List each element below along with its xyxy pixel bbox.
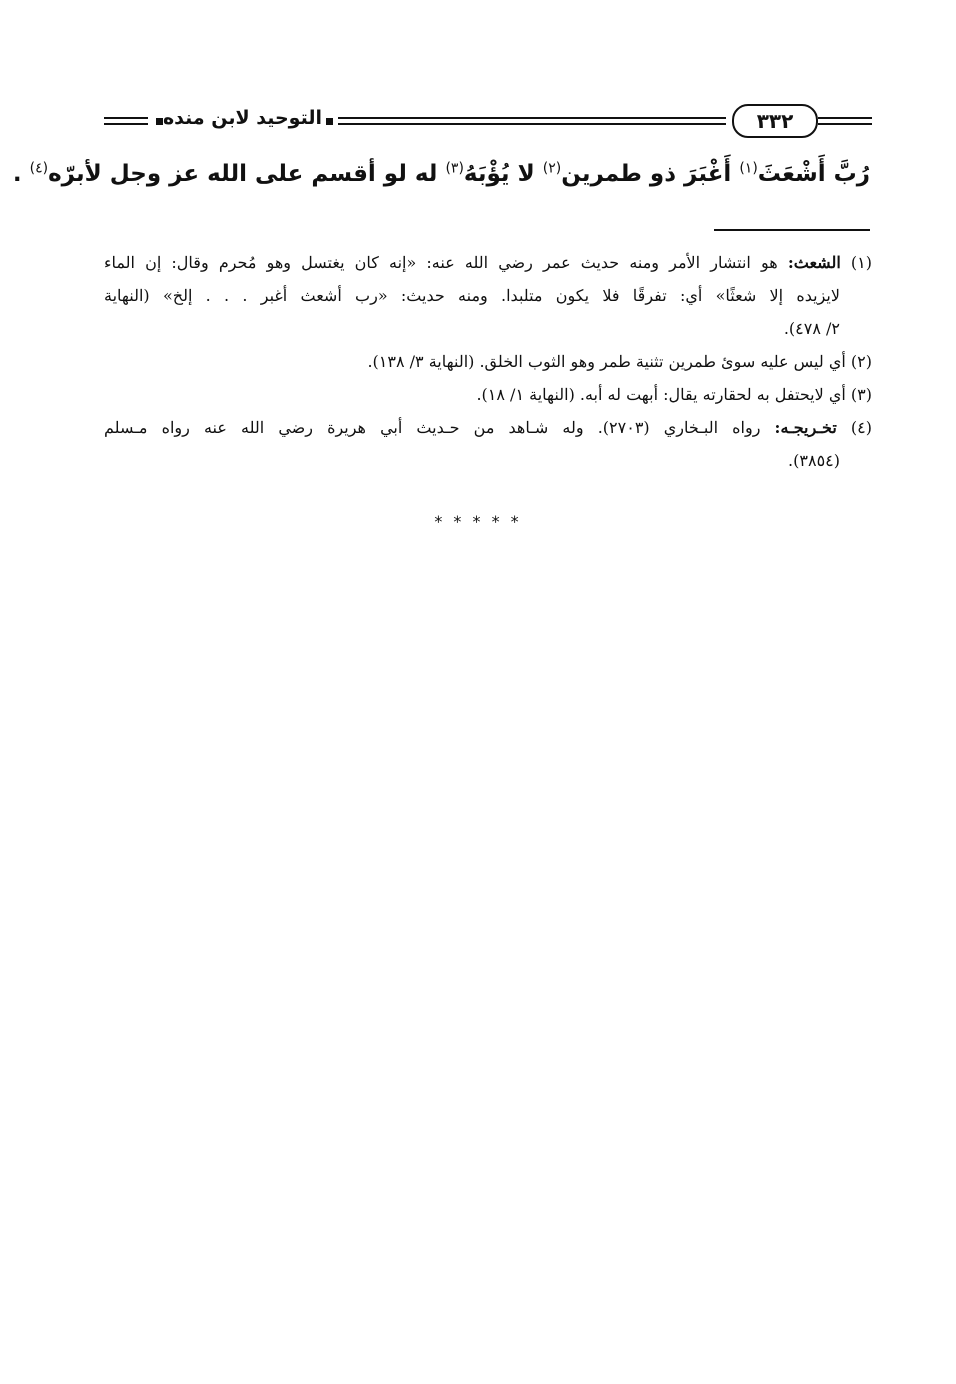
running-header: [104, 98, 872, 142]
footnote-number: (١): [850, 253, 872, 272]
header-rule-right: [818, 117, 872, 125]
hadith-text-part: .: [12, 161, 30, 187]
footnote-term: الشعث:: [787, 253, 841, 272]
footnotes: [104, 246, 872, 477]
footnote-4: [104, 411, 872, 477]
footnote-1: [104, 246, 872, 345]
footnote-number: (٤): [850, 418, 872, 437]
hadith-text-part: له لو أقسم على الله عز وجل لأبرّه: [48, 161, 446, 187]
footnote-text: أي لايحتفل به لحقارته يقال: أبهت له أبه. (النهاية ١/ ١٨).: [476, 385, 846, 404]
footnote-term: تخـريجـه:: [774, 418, 837, 437]
footnote-ref-2: (٢): [542, 160, 562, 177]
footnote-number: (٣): [850, 385, 872, 404]
footnote-line: [104, 345, 872, 378]
hadith-text-part: لا يُؤْبَهُ: [463, 161, 543, 187]
hadith-text-part: رُبَّ أَشْعَثَ: [757, 161, 870, 187]
footnote-text: أي ليس عليه سوئ طمرين تثنية طمر وهو الثوب الخلق. (النهاية ٣/ ١٣٨).: [367, 352, 846, 371]
header-square-ornament: [326, 118, 333, 125]
footnote-number: (٢): [850, 352, 872, 371]
footnote-ref-1: (١): [739, 160, 758, 177]
footnote-ref-3: (٣): [445, 160, 464, 177]
section-separator-stars: * * * * *: [434, 512, 522, 531]
footnote-line: لايزيده إلا شعثًا» أي: تفرقًا فلا يكون متلبدا. ومنه حديث: «رب أشعث أغبر . . . إلخ» (النهاية: [104, 286, 840, 305]
header-square-ornament: [156, 118, 163, 125]
footnote-2: [104, 345, 872, 378]
footnote-line: [104, 378, 872, 411]
footnote-line: [104, 411, 872, 444]
footnote-separator: [714, 229, 870, 231]
footnote-line: ٢/ ٤٧٨).: [783, 319, 840, 338]
footnote-ref-4: (٤): [29, 160, 49, 177]
footnote-line: [104, 246, 872, 279]
footnote-text: هو انتشار الأمر ومنه حديث عمر رضي الله عنه: «إنه كان يغتسل وهو مُحرم وقال: إن الماء: [104, 253, 778, 272]
hadith-text: [12, 152, 870, 196]
footnote-text: رواه البـخاري (٢٧٠٣). وله شـاهد من حـديث أبي هريرة رضي الله عنه رواه مـسلم: [104, 418, 761, 437]
header-rule-left: [104, 117, 148, 125]
footnote-line: (٣٨٥٤).: [788, 451, 840, 470]
page-number: ٣٣٢: [732, 104, 818, 138]
header-rule-middle: [338, 117, 726, 125]
hadith-text-part: أَغْبَرَ ذو طمرين: [561, 161, 740, 187]
running-title: التوحيد لابن منده: [162, 107, 322, 129]
footnote-3: [104, 378, 872, 411]
